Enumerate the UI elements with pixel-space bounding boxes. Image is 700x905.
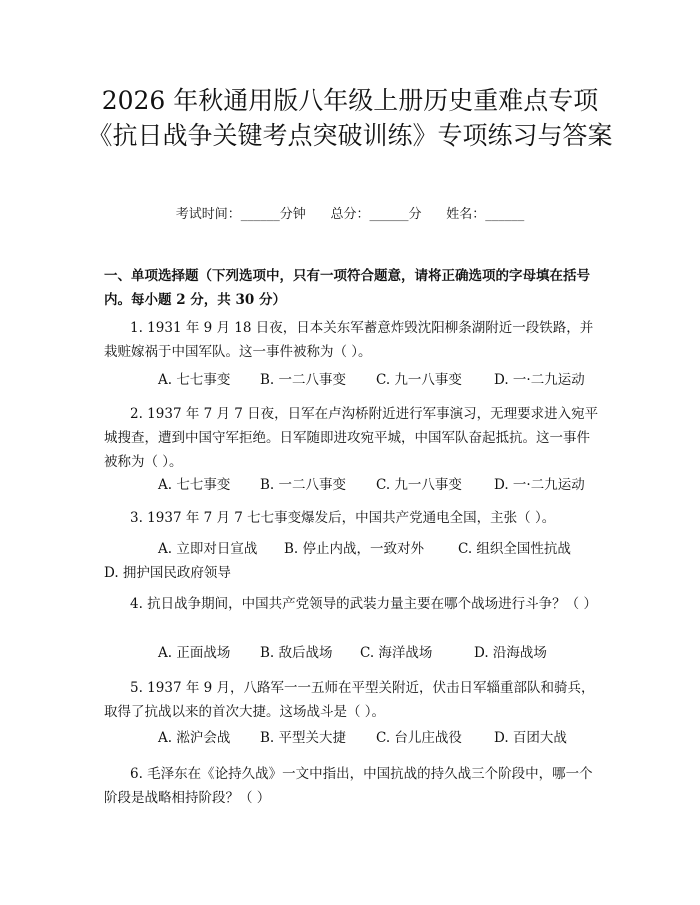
option-b: B. 一二八事变 [260,372,347,388]
question-1: 1. 1931 年 9 月 18 日夜，日本关东军蓄意炸毁沈阳柳条湖附近一段铁路，并栽赃嫁祸于中国军队。这一事件被称为（ ）。 [104,320,594,360]
question-6: 6. 毛泽东在《论持久战》一文中指出，中国抗战的持久战三个阶段中，哪一个阶段是战略相持阶段？（ ） [104,766,593,806]
question-5: 5. 1937 年 9 月，八路军一一五师在平型关附近，伏击日军辎重部队和骑兵，取得了抗战以来的首次大捷。这场战斗是（ ）。 [104,680,595,720]
option-d: D. 拥护国民政府领导 [104,565,231,581]
question-4: 4. 抗日战争期间，中国共产党领导的武装力量主要在哪个战场进行斗争？（ ） [130,596,597,612]
option-d: D. 一·二九运动 [494,372,585,388]
option-b: B. 停止内战，一致对外 [284,541,425,557]
option-c: C. 组织全国性抗战 [458,541,571,557]
option-c: C. 九一八事变 [376,372,462,388]
section-heading: 一、单项选择题（下列选项中，只有一项符合题意，请将正确选项的字母填在括号内。每小题 2 分，共 30 分） [104,268,590,308]
option-c: C. 九一八事变 [376,477,462,493]
option-a: A. 七七事变 [158,477,231,493]
option-a: A. 七七事变 [158,372,231,388]
option-c: C. 海洋战场 [360,645,433,661]
option-d: D. 一·二九运动 [494,477,585,493]
option-c: C. 台儿庄战役 [376,730,462,746]
question-3: 3. 1937 年 7 月 7 七七事变爆发后，中国共产党通电全国，主张（ ）。 [130,510,556,526]
question-2: 2. 1937 年 7 月 7 日夜，日军在卢沟桥附近进行军事演习，无理要求进入宛平城搜查，遭到中国守军拒绝。日军随即进攻宛平城，中国军队奋起抵抗。这一事件被称为（ ）。 [104,406,599,470]
option-a: A. 立即对日宣战 [158,541,258,557]
option-d: D. 百团大战 [494,730,567,746]
document-title: 2026 年秋通用版八年级上册历史重难点专项《抗日战争关键考点突破训练》专项练习与答案 [87,86,613,150]
option-d: D. 沿海战场 [474,645,547,661]
option-b: B. 敌后战场 [260,645,333,661]
option-a: A. 正面战场 [158,645,231,661]
option-b: B. 平型关大捷 [260,730,347,746]
exam-info-line: 考试时间：______分钟 总分：______分 姓名：______ [175,207,525,222]
option-b: B. 一二八事变 [260,477,347,493]
option-a: A. 淞沪会战 [158,730,231,746]
